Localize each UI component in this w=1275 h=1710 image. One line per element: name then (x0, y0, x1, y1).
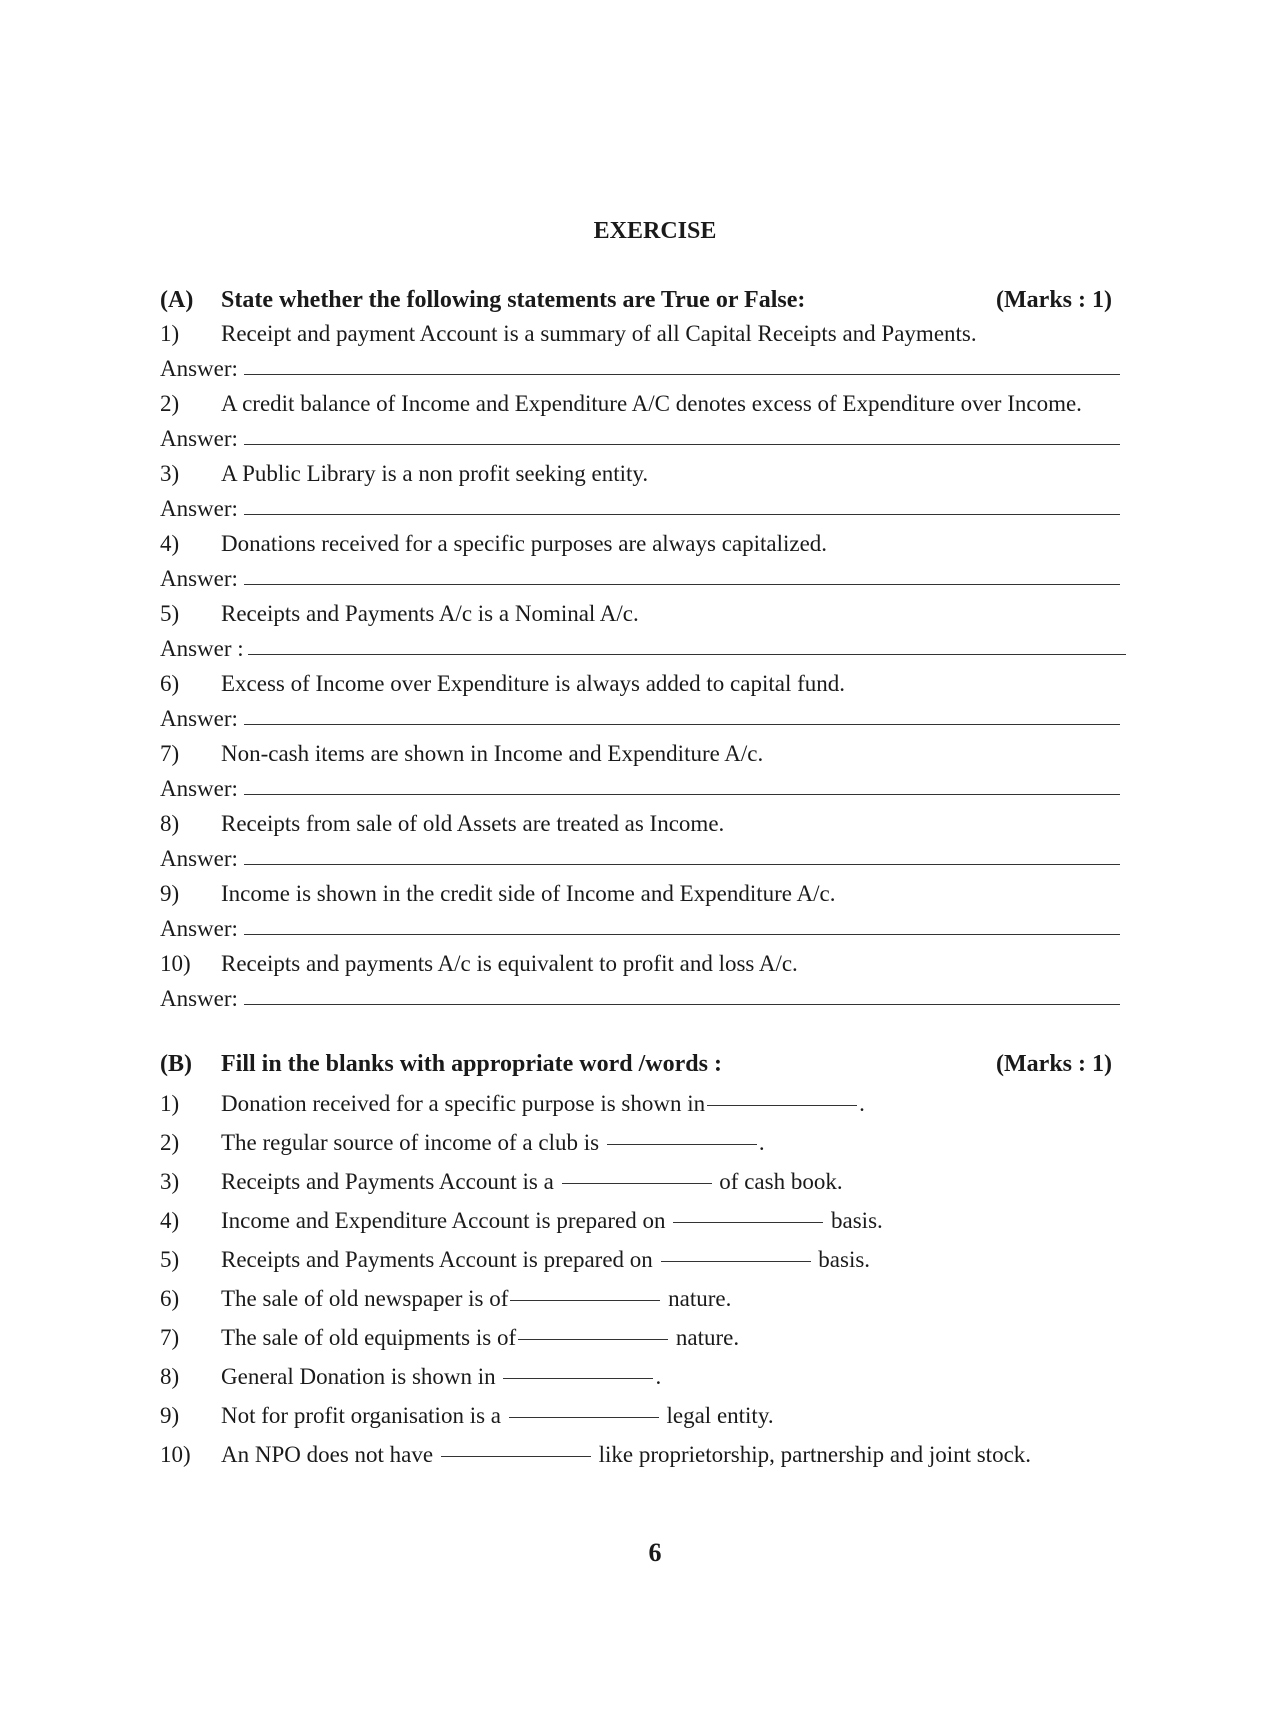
section-a-marks: (Marks : 1) (996, 287, 1112, 313)
answer-label: Answer : (160, 636, 244, 661)
answer-line-6[interactable] (160, 706, 1120, 736)
question-text-after: basis. (825, 1208, 883, 1233)
question-text: Receipts and Payments A/c is a Nominal A/c. (221, 601, 639, 626)
question-text-before: An NPO does not have (221, 1442, 439, 1467)
question-text-before: The regular source of income of a club is (221, 1130, 605, 1155)
tf-question-10 (160, 951, 1120, 981)
answer-line-10[interactable] (160, 986, 1120, 1016)
section-b-marks: (Marks : 1) (996, 1051, 1112, 1077)
question-number: 4) (160, 531, 180, 556)
question-number: 7) (160, 1325, 180, 1350)
question-text-before: Receipts and Payments Account is prepared on (221, 1247, 659, 1272)
question-text-after: like proprietorship, partnership and joint stock. (592, 1442, 1032, 1467)
question-number: 6) (160, 671, 180, 696)
answer-blank[interactable] (244, 514, 1120, 515)
answer-label: Answer: (160, 776, 238, 801)
fill-blank[interactable] (503, 1378, 653, 1379)
fill-blank[interactable] (562, 1183, 712, 1184)
answer-label: Answer: (160, 426, 238, 451)
question-text-after: basis. (812, 1247, 871, 1272)
question-number: 8) (160, 1364, 180, 1389)
question-text-before: The sale of old equipments is of (221, 1325, 517, 1350)
question-text: A credit balance of Income and Expenditure A/C denotes excess of Expenditure over Income. (221, 391, 1082, 416)
answer-label: Answer: (160, 706, 238, 731)
question-text-after: of cash book. (713, 1169, 843, 1194)
question-text (221, 1442, 1031, 1468)
question-text: Excess of Income over Expenditure is always added to capital fund. (221, 671, 845, 696)
question-text-after: nature. (670, 1325, 740, 1350)
question-text: A Public Library is a non profit seeking entity. (221, 461, 649, 486)
question-text: Donations received for a specific purposes are always capitalized. (221, 531, 828, 556)
answer-line-4[interactable] (160, 566, 1120, 596)
section-b-label: (B) (160, 1051, 192, 1077)
answer-blank[interactable] (244, 724, 1120, 725)
fill-question-2 (160, 1130, 1120, 1160)
fill-blank[interactable] (509, 1417, 659, 1418)
question-text: Receipt and payment Account is a summary of all Capital Receipts and Payments. (221, 321, 977, 346)
answer-blank[interactable] (244, 374, 1120, 375)
question-number: 6) (160, 1286, 180, 1311)
answer-line-1[interactable] (160, 356, 1120, 386)
answer-label: Answer: (160, 916, 238, 941)
tf-question-6 (160, 671, 1120, 701)
question-text: Income is shown in the credit side of Income and Expenditure A/c. (221, 881, 836, 906)
question-text (221, 1169, 843, 1195)
fill-question-10 (160, 1442, 1120, 1472)
question-number: 10) (160, 951, 191, 976)
tf-question-2 (160, 391, 1120, 421)
section-a-heading (160, 287, 1112, 319)
answer-line-3[interactable] (160, 496, 1120, 526)
question-text-after: . (859, 1091, 865, 1116)
answer-blank[interactable] (244, 864, 1120, 865)
question-text (221, 1091, 865, 1117)
question-number: 9) (160, 1403, 180, 1428)
answer-blank[interactable] (244, 934, 1120, 935)
question-text: Receipts from sale of old Assets are treated as Income. (221, 811, 725, 836)
question-number: 5) (160, 601, 180, 626)
fill-question-8 (160, 1364, 1120, 1394)
question-text: Receipts and payments A/c is equivalent to profit and loss A/c. (221, 951, 798, 976)
question-number: 5) (160, 1247, 180, 1272)
fill-question-3 (160, 1169, 1120, 1199)
answer-line-7[interactable] (160, 776, 1120, 806)
fill-blank[interactable] (673, 1222, 823, 1223)
fill-blank[interactable] (707, 1105, 857, 1106)
question-text (221, 1130, 765, 1156)
tf-question-3 (160, 461, 1120, 491)
fill-question-4 (160, 1208, 1120, 1238)
fill-question-6 (160, 1286, 1120, 1316)
tf-question-9 (160, 881, 1120, 911)
answer-blank[interactable] (244, 584, 1120, 585)
answer-line-8[interactable] (160, 846, 1120, 876)
tf-question-5 (160, 601, 1120, 631)
question-number: 8) (160, 811, 180, 836)
fill-blank[interactable] (661, 1261, 811, 1262)
question-number: 10) (160, 1442, 191, 1467)
question-text (221, 1403, 774, 1429)
question-text (221, 1286, 731, 1312)
answer-blank[interactable] (244, 1004, 1120, 1005)
question-text-before: Receipts and Payments Account is a (221, 1169, 560, 1194)
section-b-heading (160, 1051, 1112, 1083)
fill-question-9 (160, 1403, 1120, 1433)
question-number: 3) (160, 461, 180, 486)
question-text-before: General Donation is shown in (221, 1364, 502, 1389)
fill-blank[interactable] (518, 1339, 668, 1340)
tf-question-4 (160, 531, 1120, 561)
fill-blank[interactable] (510, 1300, 660, 1301)
question-text-before: Not for profit organisation is a (221, 1403, 507, 1428)
question-text (221, 1247, 870, 1273)
answer-line-2[interactable] (160, 426, 1120, 456)
question-number: 2) (160, 391, 180, 416)
fill-question-7 (160, 1325, 1120, 1355)
question-number: 1) (160, 321, 180, 346)
fill-question-5 (160, 1247, 1120, 1277)
answer-blank[interactable] (248, 654, 1126, 655)
answer-label: Answer: (160, 496, 238, 521)
question-text-before: Income and Expenditure Account is prepared on (221, 1208, 672, 1233)
question-text: Non-cash items are shown in Income and Expenditure A/c. (221, 741, 764, 766)
tf-question-1 (160, 321, 1120, 351)
section-a-label: (A) (160, 287, 194, 313)
question-text-after: nature. (662, 1286, 732, 1311)
question-number: 7) (160, 741, 180, 766)
page-title: EXERCISE (593, 218, 717, 244)
fill-blank[interactable] (607, 1144, 757, 1145)
tf-question-7 (160, 741, 1120, 771)
tf-question-8 (160, 811, 1120, 841)
answer-blank[interactable] (244, 794, 1120, 795)
question-text-before: The sale of old newspaper is of (221, 1286, 509, 1311)
question-text-after: legal entity. (660, 1403, 774, 1428)
answer-line-5[interactable] (160, 636, 1126, 666)
fill-blank[interactable] (441, 1456, 591, 1457)
answer-line-9[interactable] (160, 916, 1120, 946)
question-text (221, 1208, 883, 1234)
section-b-instruction: Fill in the blanks with appropriate word /words : (221, 1051, 722, 1077)
answer-blank[interactable] (244, 444, 1120, 445)
section-a-instruction: State whether the following statements are True or False: (221, 287, 806, 313)
question-text (221, 1325, 739, 1351)
question-number: 2) (160, 1130, 180, 1155)
answer-label: Answer: (160, 986, 238, 1011)
question-number: 9) (160, 881, 180, 906)
answer-label: Answer: (160, 846, 238, 871)
fill-question-1 (160, 1091, 1120, 1121)
question-text (221, 1364, 661, 1390)
question-text-after: . (655, 1364, 662, 1389)
question-number: 4) (160, 1208, 180, 1233)
page-number: 6 (648, 1538, 662, 1567)
answer-label: Answer: (160, 566, 238, 591)
question-text-after: . (758, 1130, 765, 1155)
question-text-before: Donation received for a specific purpose is shown in (221, 1091, 706, 1116)
question-number: 3) (160, 1169, 180, 1194)
question-number: 1) (160, 1091, 180, 1116)
answer-label: Answer: (160, 356, 238, 381)
